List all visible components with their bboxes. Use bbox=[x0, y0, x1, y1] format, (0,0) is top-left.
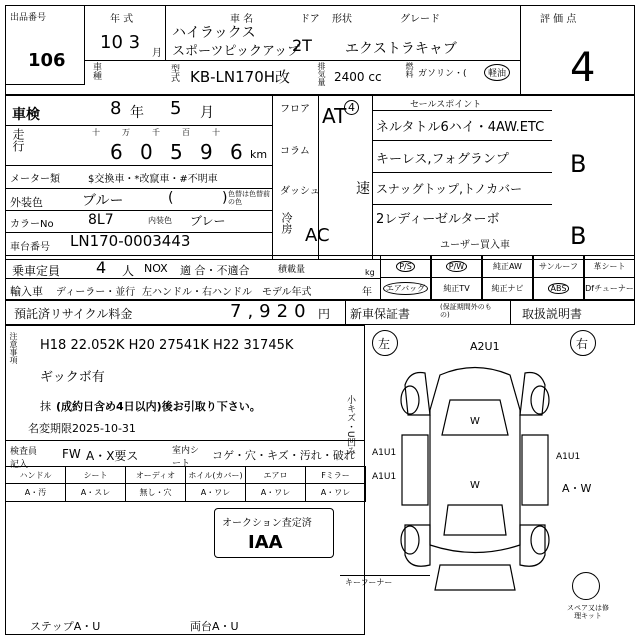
mileage-d1: 0 bbox=[140, 140, 153, 164]
interior-value-cell: A・ワレ bbox=[185, 483, 246, 502]
model-year-unit: 年 bbox=[362, 287, 372, 298]
diagram-mark-4: W bbox=[470, 480, 480, 491]
model-label: 型式 bbox=[169, 64, 179, 82]
doors: 2T bbox=[292, 36, 312, 55]
bottom-mid-note: 両台A・U bbox=[190, 620, 239, 633]
interior-header-cell: ホイル(カバー) bbox=[185, 466, 246, 484]
sales-line-1: ネルタトル6ハイ・4AW.ETC bbox=[376, 120, 545, 135]
equipment-item bbox=[533, 277, 584, 300]
interior-header-cell: シート bbox=[65, 466, 126, 484]
fuel: ガソリン・( bbox=[418, 69, 467, 79]
notes-line-3: (成約日含め4日以内)後お引取り下さい。 bbox=[56, 400, 261, 413]
fw-label: FW bbox=[62, 447, 81, 461]
exterior-label: 外装色 bbox=[10, 196, 43, 209]
notes-line-3-prefix: 抹 bbox=[40, 400, 51, 413]
eval-value: 4 bbox=[570, 45, 596, 91]
mileage-h0: 十 bbox=[92, 128, 100, 137]
car-name: ハイラックス bbox=[172, 25, 256, 41]
equipment-label: 純正AW bbox=[493, 262, 522, 271]
mileage-unit: km bbox=[250, 148, 268, 161]
grade-b2: B bbox=[570, 222, 587, 250]
side-label: 小キズ・U凹み bbox=[345, 395, 355, 456]
interior-value-cell: A・汚 bbox=[5, 483, 66, 502]
load-unit: kg bbox=[365, 268, 375, 277]
paren-close: ) bbox=[222, 190, 228, 206]
interior-value: ブレー bbox=[190, 214, 226, 228]
capacity-label: 乗車定員 bbox=[12, 264, 61, 278]
equipment-label: エアバッグ bbox=[383, 282, 428, 295]
notes-label: 注意事項 bbox=[9, 332, 18, 364]
capacity-unit: 人 bbox=[122, 264, 135, 278]
eval-label: 評 価 点 bbox=[540, 14, 577, 25]
year-month-unit: 月 bbox=[152, 48, 162, 59]
left-mark-text: 左 bbox=[378, 337, 391, 351]
dash-label: ダッシュ bbox=[280, 186, 320, 197]
interior-header-cell: オーディオ bbox=[125, 466, 186, 484]
mileage-d3: 9 bbox=[200, 140, 213, 164]
recycle-unit: 円 bbox=[318, 307, 331, 321]
equipment-label: サンルーフ bbox=[539, 262, 578, 271]
cold-label: 冷房 bbox=[280, 212, 293, 234]
deadline: 名変期限2025-10-31 bbox=[28, 422, 136, 435]
fuel-label: 燃料 bbox=[405, 62, 414, 78]
ac-value: AC bbox=[305, 225, 330, 246]
column-label: コラム bbox=[280, 146, 310, 157]
equipment-item bbox=[584, 255, 635, 278]
equipment-item bbox=[431, 277, 482, 300]
equipment-label: Dfチューナー bbox=[585, 284, 634, 293]
car-name-label: 車 名 bbox=[230, 14, 254, 25]
car-label-v: 車種 bbox=[91, 62, 101, 80]
user-label: ユーザー買入車 bbox=[440, 240, 510, 251]
model: KB-LN170H改 bbox=[190, 68, 291, 86]
spare-circle bbox=[572, 572, 600, 600]
import-hand: 左ハンドル・右ハンドル bbox=[142, 287, 252, 298]
equipment-item bbox=[380, 255, 431, 278]
mileage-h4: 十 bbox=[212, 128, 220, 137]
equipment-label: 革シート bbox=[593, 262, 626, 271]
sales-line-4: 2レディーゼルターボ bbox=[376, 212, 500, 227]
floor-label: フロア bbox=[280, 104, 310, 115]
nox-label: NOX bbox=[144, 262, 168, 275]
equipment-item bbox=[584, 277, 635, 300]
interior-header-cell: Fミラー bbox=[305, 466, 366, 484]
mileage-d2: 5 bbox=[170, 140, 183, 164]
inspection-label: 車検 bbox=[12, 107, 40, 123]
equipment-label: P/S bbox=[396, 261, 415, 272]
interior-value-cell: A・ワレ bbox=[305, 483, 366, 502]
notes-line-1: H18 22.052K H20 27541K H22 31745K bbox=[40, 338, 294, 353]
equipment-grid bbox=[380, 255, 635, 300]
mileage-h2: 千 bbox=[152, 128, 160, 137]
warranty-label: 新車保証書 bbox=[350, 307, 411, 321]
paren-open: ( bbox=[168, 190, 174, 206]
equipment-label: P/W bbox=[446, 261, 467, 272]
diagram-mark-1: A1U1 bbox=[372, 448, 397, 458]
top-note: A2U1 bbox=[470, 340, 500, 353]
year-label: 年 式 bbox=[110, 14, 134, 25]
diagram-mark-2: A1U1 bbox=[372, 472, 397, 482]
displacement: 2400 cc bbox=[334, 70, 382, 84]
lot-label: 出品番号 bbox=[10, 13, 47, 23]
inspection-month: 5 bbox=[170, 98, 182, 119]
disp-label: 排気量 bbox=[317, 62, 326, 86]
chassis: LN170-0003443 bbox=[70, 232, 191, 250]
interior-value-cell: 無し・穴 bbox=[125, 483, 186, 502]
chassis-label: 車台番号 bbox=[10, 242, 50, 253]
speed-label: 速 bbox=[356, 181, 370, 197]
sales-line-2: キーレス,フォグランプ bbox=[376, 152, 509, 167]
spare-label: スペア又は修理キット bbox=[567, 604, 609, 620]
year-value: 10 3 bbox=[100, 32, 141, 53]
interior-value-cell: A・ワレ bbox=[245, 483, 306, 502]
equipment-item bbox=[482, 277, 533, 300]
car-diagram bbox=[380, 355, 570, 600]
car-sub: スポーツピックアップ bbox=[172, 44, 301, 59]
interior-header-cell: ハンドル bbox=[5, 466, 66, 484]
door-label: ドア bbox=[300, 14, 320, 25]
mileage-h3: 百 bbox=[182, 128, 190, 137]
grade-label: グレード bbox=[400, 14, 440, 25]
equipment-item bbox=[431, 255, 482, 278]
sales-label: セールスポイント bbox=[410, 100, 482, 110]
sales-line-3: スナッグトップ,トノカバー bbox=[376, 182, 523, 196]
mileage-d0: 6 bbox=[110, 140, 123, 164]
fw-value: A・X要ス bbox=[86, 449, 139, 463]
stamp-logo: IAA bbox=[248, 532, 283, 553]
grade: エクストラキャブ bbox=[345, 41, 457, 57]
equipment-item bbox=[482, 255, 533, 278]
fuel-circled: 軽油 bbox=[484, 64, 510, 81]
manual-label: 取扱説明書 bbox=[522, 307, 583, 321]
capacity-value: 4 bbox=[96, 258, 107, 277]
floor-mark: 4 bbox=[344, 100, 359, 115]
room-value: コゲ・穴・キズ・汚れ・破れ bbox=[212, 449, 355, 462]
interior-table bbox=[5, 466, 365, 502]
nox-value: 適 合・不適合 bbox=[180, 264, 250, 277]
inspection-year-unit: 年 bbox=[130, 105, 144, 121]
diagram-mark-5: A1U1 bbox=[556, 452, 581, 462]
notes-line-2: ギックボ有 bbox=[40, 370, 105, 385]
recycle-amount: 7,920 bbox=[230, 301, 312, 322]
interior-label: 内装色 bbox=[148, 216, 172, 225]
color-no-label: カラーNo bbox=[10, 219, 54, 230]
load-label: 積載量 bbox=[278, 265, 306, 275]
meter-label: メーター類 bbox=[10, 174, 60, 185]
stamp-title: オークション査定済 bbox=[222, 518, 312, 529]
color-no: 8L7 bbox=[88, 212, 114, 228]
diagram-mark-3: W bbox=[470, 416, 480, 427]
lot-number: 106 bbox=[28, 50, 66, 71]
exterior-value: ブルー bbox=[82, 193, 124, 209]
equipment-label: ABS bbox=[548, 283, 570, 294]
equipment-item bbox=[380, 277, 431, 300]
import-dealer: ディーラー・並行 bbox=[56, 287, 136, 298]
equipment-label: 純正ナビ bbox=[491, 284, 524, 293]
mileage-label: 走行 bbox=[11, 128, 25, 152]
interior-value-cell: A・スレ bbox=[65, 483, 126, 502]
recycle-label: 預託済リサイクル料金 bbox=[14, 307, 133, 321]
trans-value: AT bbox=[322, 104, 347, 128]
grade-b1: B bbox=[570, 150, 587, 178]
warranty-note: (保証期間外のもの) bbox=[440, 303, 492, 319]
inspection-month-unit: 月 bbox=[200, 105, 214, 121]
meter-options: $交換車・*改竄車・#不明車 bbox=[88, 174, 218, 185]
interior-header-cell: エアロ bbox=[245, 466, 306, 484]
mileage-h1: 万 bbox=[122, 128, 130, 137]
side-note: A・W bbox=[562, 482, 592, 495]
inspection-year: 8 bbox=[110, 98, 122, 119]
equipment-label: 純正TV bbox=[443, 284, 470, 293]
right-mark-text: 右 bbox=[576, 337, 589, 351]
model-year-label: モデル年式 bbox=[262, 287, 312, 298]
type-label: 形状 bbox=[332, 14, 352, 25]
room-label: 室内シート bbox=[172, 446, 200, 469]
color-change-note: 色替は色替前の色 bbox=[228, 190, 270, 206]
bottom-left-note: ステップA・U bbox=[30, 620, 101, 633]
inspector-label: 検査員記入 bbox=[10, 447, 38, 470]
mileage-d4: 6 bbox=[230, 140, 243, 164]
odo-label: キーフーナー bbox=[345, 578, 393, 587]
equipment-item bbox=[533, 255, 584, 278]
import-label: 輸入車 bbox=[10, 285, 43, 298]
